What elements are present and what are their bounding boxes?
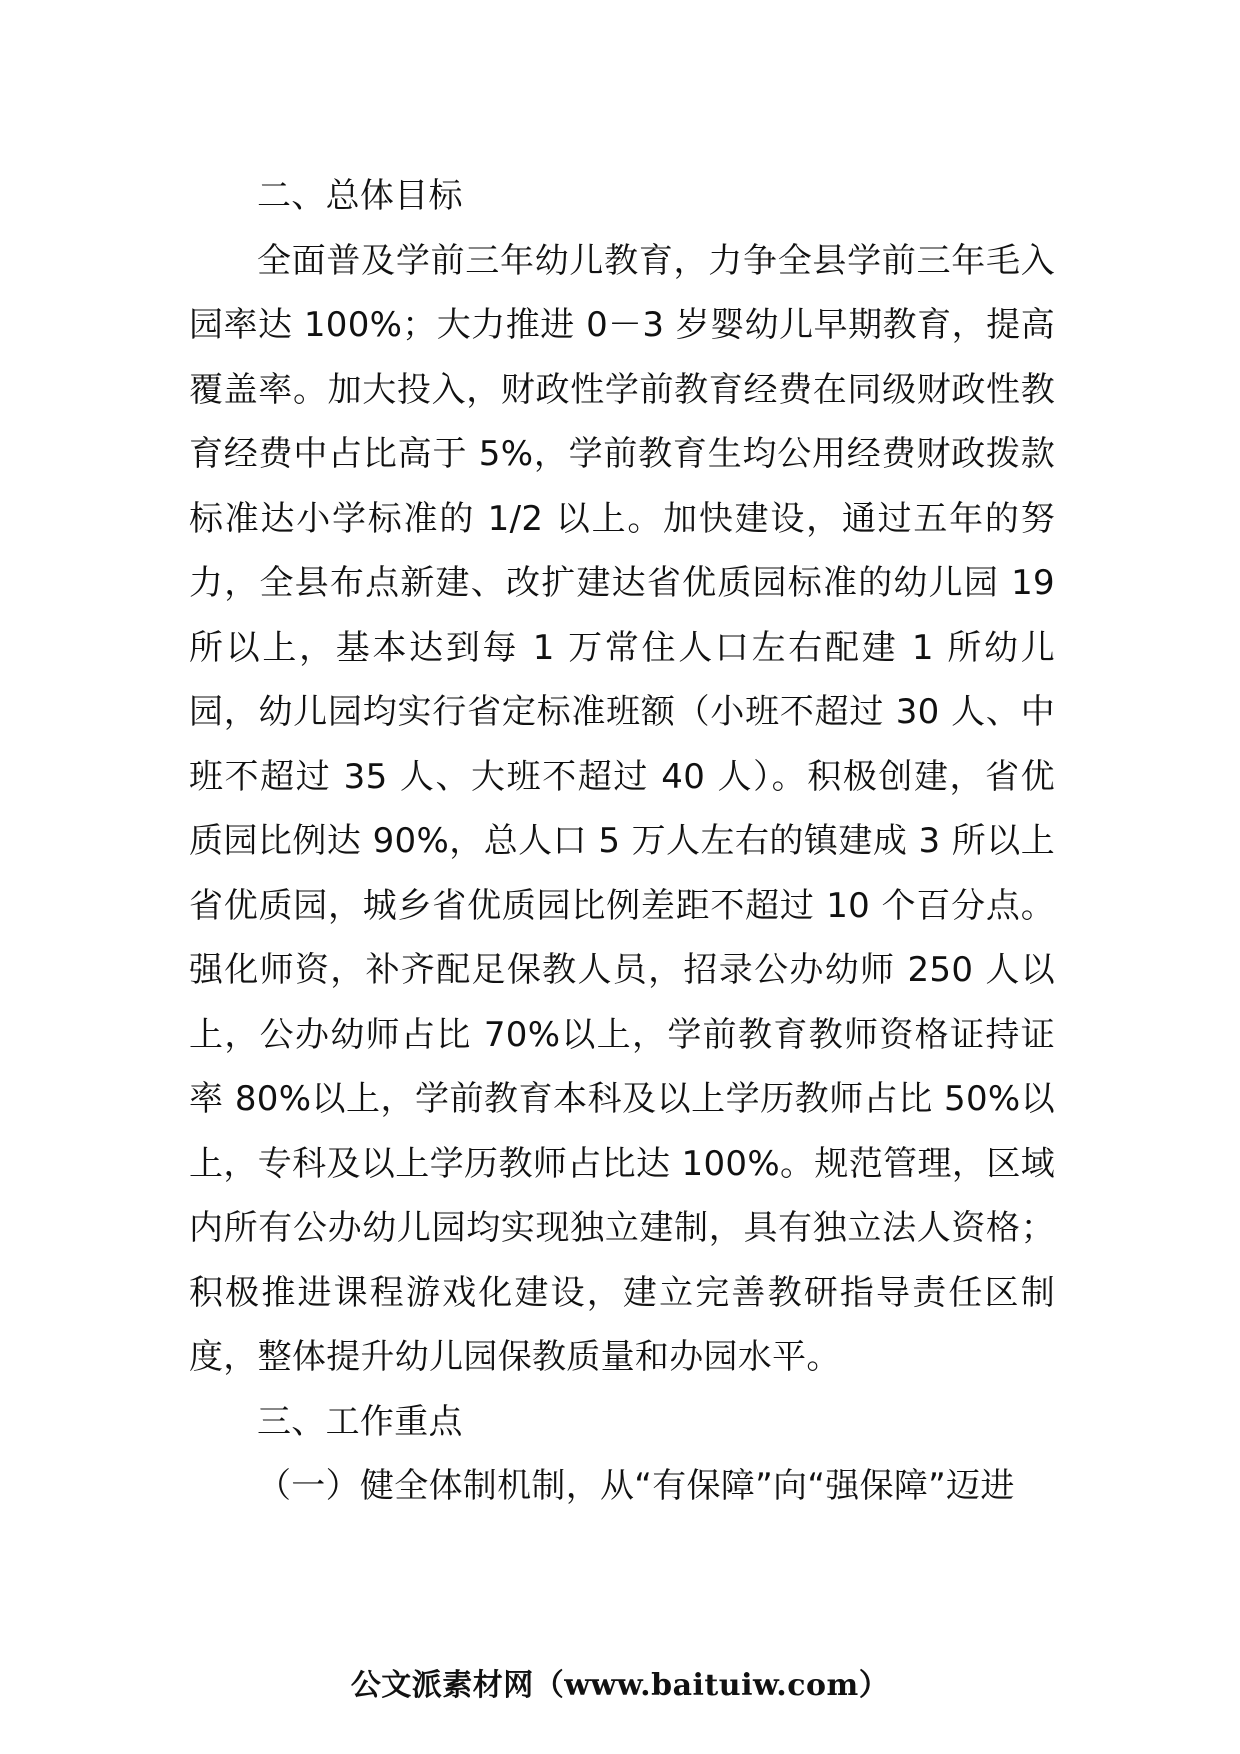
document-body — [189, 164, 1055, 1519]
footer-watermark: 公文派素材网（www.baituiw.com） — [350, 1668, 890, 1703]
section-heading-priorities: 三、工作重点 — [257, 1401, 463, 1442]
section-heading-goals: 二、总体目标 — [257, 176, 463, 216]
subheading-1: （一）健全体制机制，从“有保障”向“强保障”迈进 — [257, 1466, 1015, 1506]
goals-paragraph: 全面普及学前三年幼儿教育，力争全县学前三年毛入园率达 100%；大力推进 0－3 岁婴幼儿早期教育，提高覆盖率。加大投入，财政性学前教育经费在同级财政性教育经费中占比高于 5%，学前教育生均公用经费财政拨款标准达小学标准的 1/2 以上。加快建设，通过五年的努力，全县布点新建、改扩建达省优质园标准的幼儿园 19 所以上，基本达到每 1 万常住人口左右配建 1 所幼儿园，幼儿园均实行省定标准班额（小班不超过 30 人、中班不超过 35 人、大班不超过 40 人）。积极创建，省优质园比例达 90%，总人口 5 万人左右的镇建成 3 所以上省优质园，城乡省优质园比例差距不超过 10 个百分点。强化师资，补齐配足保教人员，招录公办幼师 250 人以上，公办幼师占比 70%以上，学前教育教师资格证持证率 80%以上，学前教育本科及以上学历教师占比 50%以上，专科及以上学历教师占比达 100%。规范管理，区域内所有公办幼儿园均实现独立建制，具有独立法人资格；积极推进课程游戏化建设，建立完善教研指导责任区制度，整体提升幼儿园保教质量和办园水平。 — [189, 240, 1055, 1377]
